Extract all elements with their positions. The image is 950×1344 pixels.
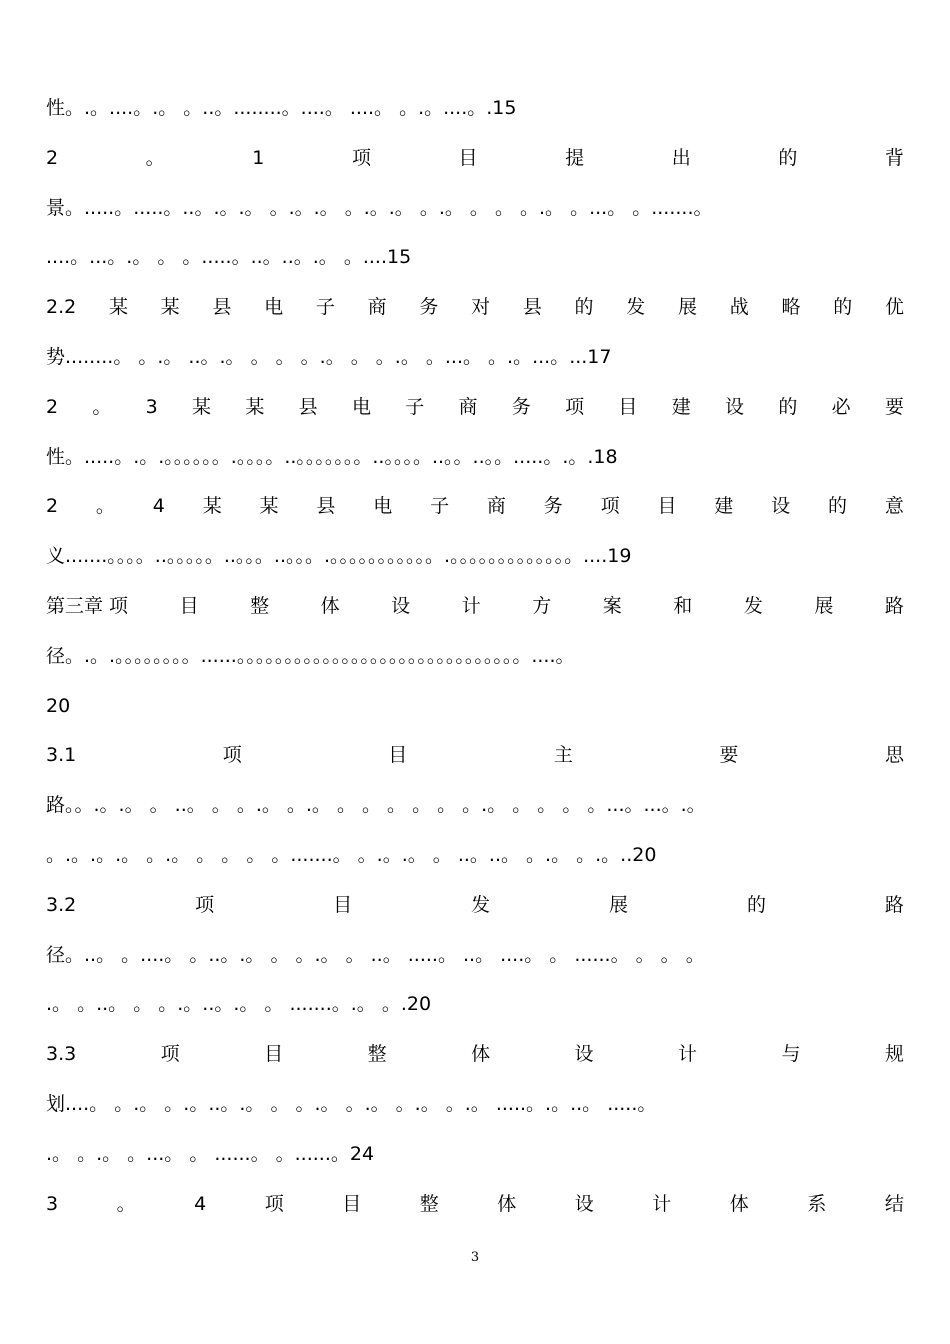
toc-word: 方 [532, 595, 552, 617]
toc-word: 2.2 [46, 296, 77, 319]
toc-word: 。 [145, 146, 165, 169]
toc-word: 电 [373, 495, 393, 518]
toc-line: 路。。.。.。 。 ..。 。 。.。 。.。 。 。 。 。 。 。.。 。 。 。 。...。...。.。 [46, 794, 706, 817]
toc-word: 与 [781, 1043, 801, 1066]
toc-word: 路 [884, 595, 904, 617]
toc-word: 的 [778, 395, 798, 418]
toc-word: 目 [264, 1043, 284, 1066]
toc-word: 要 [884, 395, 904, 418]
toc-word: 3 [46, 1192, 59, 1215]
toc-line: 。.。.。.。 。.。 。 。 。 。.......。 。.。.。 。 ..。..。 。.。 。.。..20 [46, 844, 657, 866]
toc-word: 目 [342, 1192, 362, 1215]
toc-word: 目 [179, 595, 199, 617]
toc-word: 略 [781, 296, 801, 319]
toc-word: 4 [194, 1192, 207, 1215]
toc-line: ....。...。.。 。 。.....。..。..。.。 。....15 [46, 246, 412, 269]
toc-word: 目 [618, 395, 638, 418]
toc-word: 背 [884, 146, 904, 169]
toc-word: 务 [543, 495, 563, 518]
toc-word: 计 [461, 595, 481, 617]
toc-line [46, 291, 904, 323]
toc-word: 计 [652, 1192, 672, 1215]
toc-word: 商 [458, 395, 478, 418]
toc-word: 结 [884, 1192, 904, 1215]
toc-word: 县 [316, 495, 336, 518]
toc-word: 设 [771, 495, 791, 518]
toc-line [46, 590, 904, 622]
toc-line: 性。.....。.。.。。。。。。.。。。。..。。。。。。。..。。。。..。。..。。.....。.。.18 [46, 445, 618, 468]
toc-word: 体 [497, 1192, 517, 1215]
toc-word: 某 [192, 395, 212, 418]
toc-line: 义.......。。。。..。。。。。..。。。..。。。.。。。。。。。。。。。.。。。。。。。。。。。。。....19 [46, 545, 632, 568]
toc-word: 建 [671, 395, 691, 418]
toc-word: 体 [320, 595, 340, 617]
toc-word: 出 [671, 146, 691, 169]
toc-word: 展 [678, 296, 698, 319]
toc-line [46, 142, 904, 174]
toc-word: 整 [250, 595, 270, 617]
toc-word: 子 [315, 296, 335, 319]
toc-word: 必 [831, 395, 851, 418]
toc-word: 县 [212, 296, 232, 319]
toc-line [46, 1188, 904, 1220]
toc-word: 设 [574, 1192, 594, 1215]
toc-word: 目 [333, 893, 353, 916]
toc-word: 意 [884, 495, 904, 518]
toc-line [46, 889, 904, 921]
toc-word: 设 [574, 1043, 594, 1066]
toc-word: 2 [46, 495, 59, 518]
toc-word: 某 [160, 296, 180, 319]
toc-word: 路 [884, 893, 904, 916]
toc-line [46, 1038, 904, 1070]
toc-word: 某 [202, 495, 222, 518]
toc-word: 务 [511, 395, 531, 418]
toc-word: 发 [743, 595, 763, 617]
toc-word: 提 [565, 146, 585, 169]
toc-word: 。 [116, 1192, 136, 1215]
toc-word: 主 [553, 744, 573, 767]
toc-word: 设 [725, 395, 745, 418]
toc-word: 子 [405, 395, 425, 418]
toc-line [46, 391, 904, 423]
toc-word: 的 [833, 296, 853, 319]
toc-line: 20 [46, 694, 71, 717]
toc-word: 整 [419, 1192, 439, 1215]
toc-word: 项 [195, 893, 215, 916]
toc-word: 3.1 [46, 744, 77, 767]
toc-word: 县 [522, 296, 542, 319]
toc-line: 划....。 。.。 。.。..。.。 。 。.。 。.。 。.。 。.。 .....。.。..。 .....。 [46, 1093, 657, 1115]
toc-word: 项 [600, 495, 620, 518]
toc-word: 电 [264, 296, 284, 319]
toc-word: 规 [884, 1043, 904, 1066]
toc-word: 战 [729, 296, 749, 319]
toc-word: 某 [245, 395, 265, 418]
toc-word: 1 [252, 146, 265, 169]
toc-line: .。 。.。 。...。 。 ......。 。......。24 [46, 1142, 375, 1165]
toc-word: 某 [259, 495, 279, 518]
toc-word: 子 [430, 495, 450, 518]
toc-word: 案 [602, 595, 622, 617]
toc-word: 3.2 [46, 893, 77, 916]
toc-line: 径。..。 。....。 。..。.。 。 。.。 。 ..。 .....。 ..。 ....。 。 ......。 。 。 。 [46, 943, 705, 966]
toc-word: 3 [145, 395, 158, 418]
toc-word: 的 [778, 146, 798, 169]
toc-word: 整 [367, 1043, 387, 1066]
toc-word: 展 [814, 595, 834, 617]
toc-word: 优 [884, 296, 904, 319]
toc-word: 计 [678, 1043, 698, 1066]
toc-word: 目 [657, 495, 677, 518]
toc-word: 县 [298, 395, 318, 418]
toc-word: 2 [46, 395, 59, 418]
toc-word: 第三章 项 [46, 595, 129, 617]
toc-line: 性。.。....。.。 。..。........。....。 ....。 。.。....。.15 [46, 97, 517, 119]
toc-word: 对 [471, 296, 491, 319]
page-number: 3 [470, 1250, 480, 1265]
toc-word: 发 [471, 893, 491, 916]
toc-word: 要 [719, 744, 739, 767]
toc-line: 径。.。.。。。。。。。。......。。。。。。。。。。。。。。。。。。。。。。。。。。。。。。....。 [46, 644, 575, 667]
toc-word: 4 [152, 495, 165, 518]
toc-line [46, 739, 904, 771]
toc-word: 体 [471, 1043, 491, 1066]
toc-word: 。 [95, 495, 115, 518]
toc-word: 电 [351, 395, 371, 418]
toc-line: .。 。..。 。 。.。..。.。 。 .......。.。 。.20 [46, 993, 432, 1016]
toc-word: 商 [367, 296, 387, 319]
toc-word: 项 [351, 146, 371, 169]
toc-line: 势........。 。.。 ..。.。 。 。 。.。 。 。.。 。...。 。.。...。...17 [46, 346, 612, 368]
toc-word: 项 [264, 1192, 284, 1215]
toc-word: 项 [565, 395, 585, 418]
toc-line: 景。.....。.....。..。.。.。 。.。.。 。.。.。 。.。 。 。 。.。 。...。 。.......。 [46, 196, 713, 219]
toc-word: 2 [46, 146, 59, 169]
toc-word: 系 [807, 1192, 827, 1215]
toc-line [46, 490, 904, 522]
toc-word: 设 [391, 595, 411, 617]
toc-word: 目 [388, 744, 408, 767]
toc-word: 和 [673, 595, 693, 617]
toc-word: 发 [626, 296, 646, 319]
toc-word: 项 [222, 744, 242, 767]
toc-word: 的 [746, 893, 766, 916]
toc-word: 项 [160, 1043, 180, 1066]
toc-word: 思 [884, 744, 904, 767]
toc-word: 某 [108, 296, 128, 319]
toc-word: 体 [729, 1192, 749, 1215]
toc-word: 建 [714, 495, 734, 518]
toc-word: 务 [419, 296, 439, 319]
toc-word: 展 [609, 893, 629, 916]
toc-word: 目 [458, 146, 478, 169]
toc-word: 3.3 [46, 1043, 77, 1066]
toc-word: 。 [92, 395, 112, 418]
toc-word: 的 [574, 296, 594, 319]
toc-word: 的 [827, 495, 847, 518]
toc-word: 商 [486, 495, 506, 518]
